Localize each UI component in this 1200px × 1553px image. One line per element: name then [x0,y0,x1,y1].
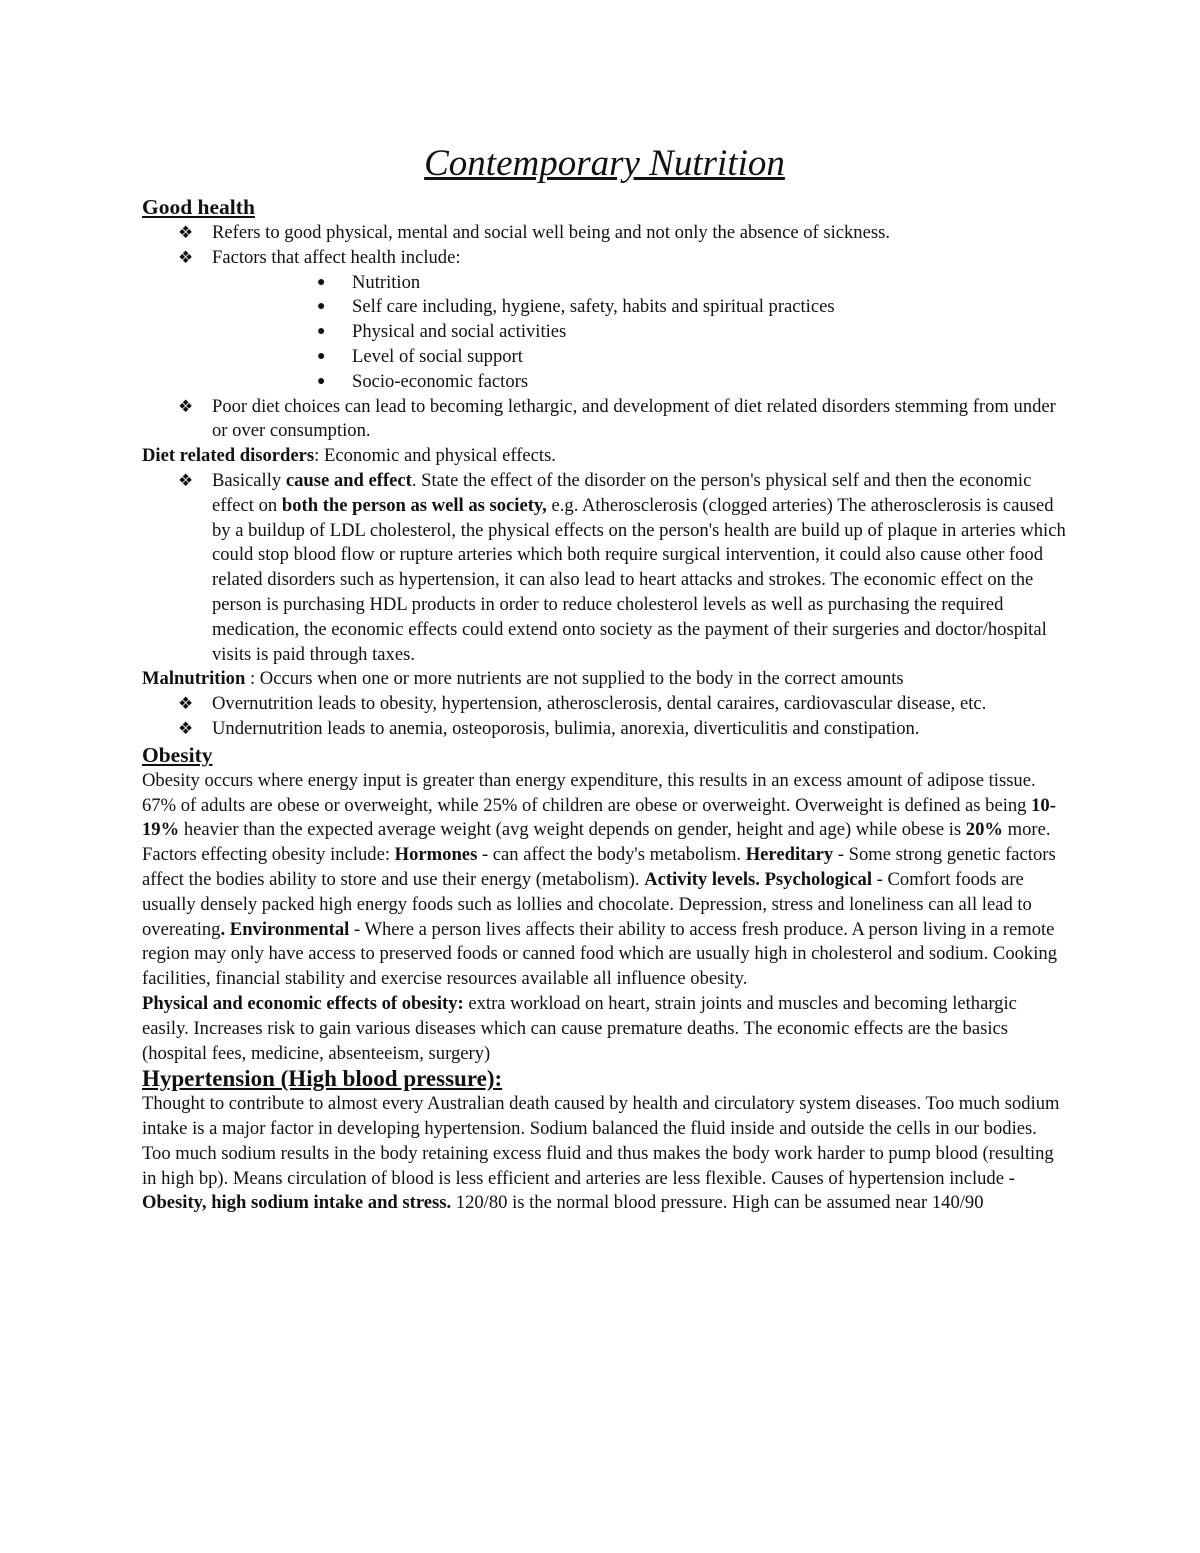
malnutrition-label: Malnutrition [142,668,246,690]
heading-good-health: Good health [142,195,255,219]
list-item [142,395,1067,445]
document-body [142,140,1067,1216]
health-factors-list [282,271,1067,395]
list-item [142,692,1067,717]
diamond-bullet-icon: ❖ [178,470,194,490]
list-item-text: Overnutrition leads to obesity, hypertension, atherosclerosis, dental caraires, cardiovascular disease, etc. [212,693,987,715]
list-item-text: Undernutrition leads to anemia, osteoporosis, bulimia, anorexia, diverticulitis and constipation. [212,717,920,739]
diamond-bullet-icon: ❖ [178,247,194,267]
list-item [142,717,1067,742]
dot-bullet-icon: ● [317,373,326,389]
diamond-bullet-icon: ❖ [178,718,194,738]
obesity-paragraph-2: Factors effecting obesity include: Hormones - can affect the body's metabolism. Hereditary - Some strong genetic factors affect the bodies ability to store and use their energy (metabolism). Activity levels. Psychological - Comfort foods are usually densely packed high energy foods such as lollies and chocolate. Depression, stress and loneliness can all lead to overeating. Environmental - Where a person lives affects their ability to access fresh produce. A person living in a remote region may only have access to preserved foods or canned food which are usually high in cholesterol and sodium. Cooking facilities, financial stability and exercise resources available all influence obesity. [142,844,1057,990]
list-item-text: Poor diet choices can lead to becoming lethargic, and development of diet related disorders stemming from under or over consumption. [212,395,1056,442]
diamond-bullet-icon: ❖ [178,223,194,242]
good-health-list [142,221,1067,271]
dot-bullet-icon: ● [317,348,326,364]
heading-obesity: Obesity [142,742,213,767]
dot-bullet-icon: ● [317,274,326,290]
good-health-list-continued [142,395,1067,445]
list-item [282,295,1067,320]
obesity-paragraph-3: Physical and economic effects of obesity: extra workload on heart, strain joints and muscles and becoming lethargic easily. Increases risk to gain various diseases which can cause premature deaths. The economic effects are the basics (hospital fees, medicine, absenteeism, surgery) [142,992,1017,1064]
list-item-text: Nutrition [352,271,421,293]
diet-disorders-list [142,469,1067,667]
list-item [142,221,1067,246]
list-item [282,370,1067,395]
list-item-text: Physical and social activities [352,321,567,343]
malnutrition-list [142,692,1067,742]
list-item-text: Level of social support [352,345,523,367]
list-item-text: Socio-economic factors [352,370,529,392]
heading-hypertension: Hypertension (High blood pressure): [142,1066,503,1092]
diamond-bullet-icon: ❖ [178,396,194,416]
list-item [142,246,1067,271]
dot-bullet-icon: ● [317,299,326,315]
diamond-bullet-icon: ❖ [178,694,194,714]
list-item [282,271,1067,296]
obesity-paragraph-1: Obesity occurs where energy input is greater than energy expenditure, this results in an excess amount of adipose tissue. 67% of adults are obese or overweight, while 25% of children are obese or overweight. Overweight is defined as being 10-19% heavier than the expected average weight (avg weight depends on gender, height and age) while obese is 20% more. [142,769,1056,841]
list-item-text: Basically cause and effect. State the effect of the disorder on the person's physical self and then the economic effect on both the person as well as society, e.g. Atherosclerosis (clogged arteries) The atherosclerosis is caused by a buildup of LDL cholesterol, the physical effects on the person's health are build up of plaque in arteries which could stop blood flow or rupture arteries which both require surgical intervention, it could also cause other food related disorders such as hypertension, it can also lead to heart attacks and strokes. The economic effect on the person is purchasing HDL products in order to reduce cholesterol levels as well as purchasing the required medication, the economic effects could extend onto society as the payment of their surgeries and doctor/hospital visits is paid through taxes. [212,469,1066,665]
hypertension-paragraph: Thought to contribute to almost every Australian death caused by health and circulatory system diseases. Too much sodium intake is a major factor in developing hypertension. Sodium balanced the fluid inside and outside the cells in our bodies. Too much sodium results in the body retaining excess fluid and thus makes the body work harder to pump blood (resulting in high bp). Means circulation of blood is less efficient and arteries are less flexible. Causes of hypertension include - Obesity, high sodium intake and stress. 120/80 is the normal blood pressure. High can be assumed near 140/90 [142,1093,1060,1214]
list-item-text: Factors that affect health include: [212,246,461,268]
list-item-text: Self care including, hygiene, safety, habits and spiritual practices [352,296,835,318]
malnutrition-paragraph: Malnutrition : Occurs when one or more nutrients are not supplied to the body in the correct amounts [142,668,904,690]
list-item [282,345,1067,370]
diet-disorders-paragraph: Diet related disorders: Economic and physical effects. [142,445,556,467]
dot-bullet-icon: ● [317,324,326,340]
diet-disorders-label: Diet related disorders [142,445,315,467]
list-item-text: Refers to good physical, mental and social well being and not only the absence of sickness. [212,222,890,243]
list-item [142,469,1067,667]
list-item [282,320,1067,345]
page-title: Contemporary Nutrition [424,143,785,184]
